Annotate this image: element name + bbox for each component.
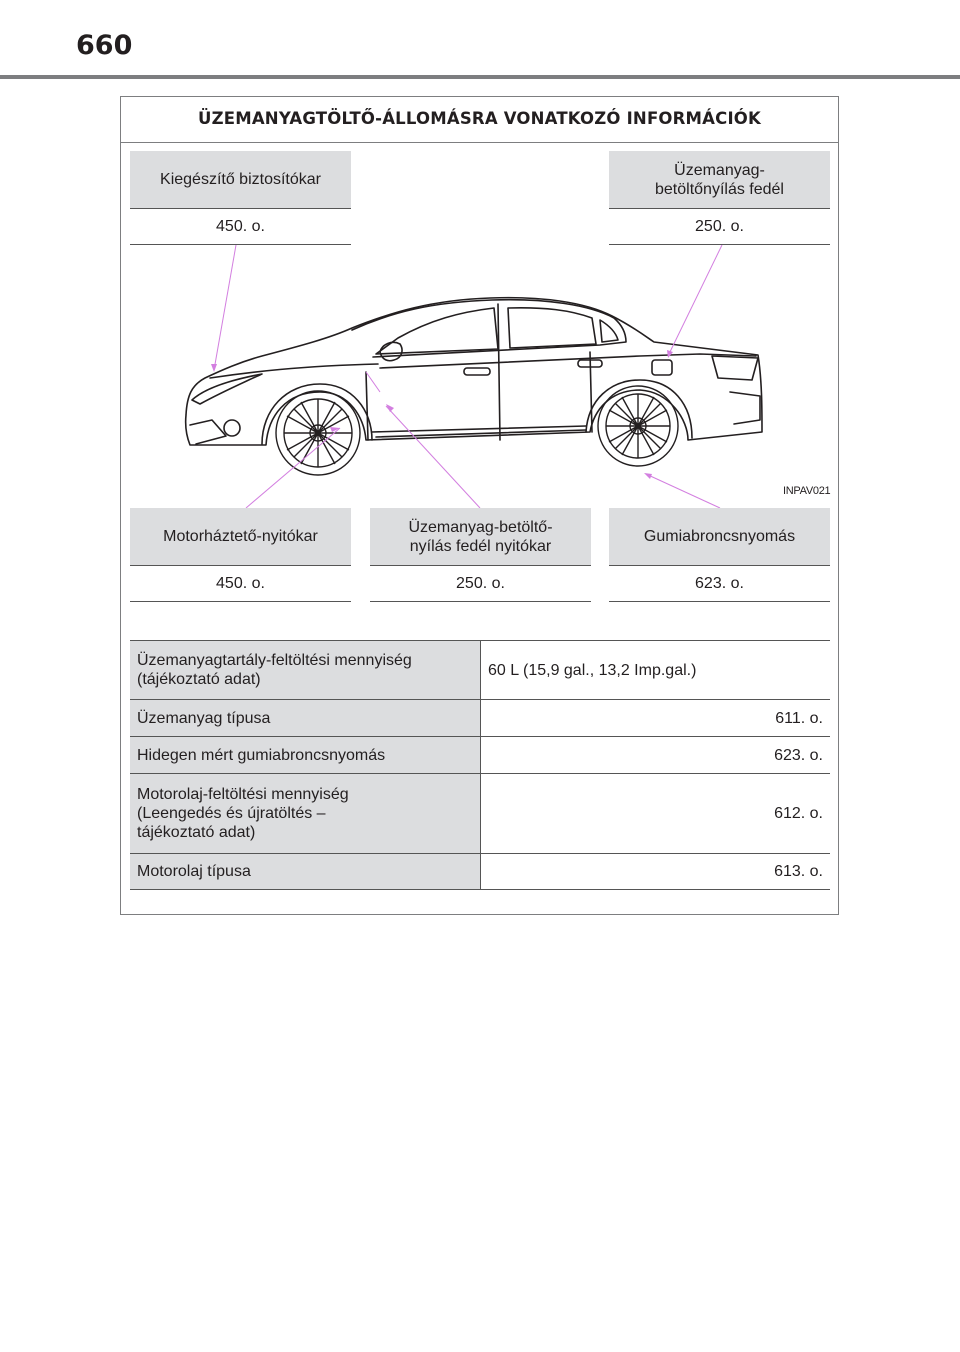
row-value: 612. o. xyxy=(481,774,831,854)
callout-page: 450. o. xyxy=(130,209,351,245)
row-key: Üzemanyagtartály-feltöltési mennyiség (tájékoztató adat) xyxy=(130,641,481,700)
callout-fuel-door xyxy=(609,151,830,245)
callout-page: 450. o. xyxy=(130,566,351,602)
callout-fuel-door-opener xyxy=(370,508,591,602)
row-value: 611. o. xyxy=(481,700,831,737)
callout-page: 250. o. xyxy=(609,209,830,245)
row-key: Üzemanyag típusa xyxy=(130,700,481,737)
table-row xyxy=(130,641,830,700)
row-value: 623. o. xyxy=(481,737,831,774)
table-row xyxy=(130,700,830,737)
callout-label: Kiegészítő biztosítókar xyxy=(130,151,351,209)
figure-code: INPAV021 xyxy=(783,485,831,497)
callout-label: Üzemanyag-betöltő- nyílás fedél nyitókar xyxy=(370,508,591,566)
callout-label: Üzemanyag- betöltőnyílás fedél xyxy=(609,151,830,209)
info-table xyxy=(130,640,830,890)
callout-tire-pressure xyxy=(609,508,830,602)
section-title: ÜZEMANYAGTÖLTŐ-ÁLLOMÁSRA VONATKOZÓ INFORMÁCIÓK xyxy=(121,97,838,143)
row-value: 613. o. xyxy=(481,854,831,890)
table-row xyxy=(130,854,830,890)
row-key: Motorolaj típusa xyxy=(130,854,481,890)
row-key: Motorolaj-feltöltési mennyiség (Leengedés és újratöltés – tájékoztató adat) xyxy=(130,774,481,854)
callout-label: Gumiabroncsnyomás xyxy=(609,508,830,566)
callout-page: 623. o. xyxy=(609,566,830,602)
callout-hood-release xyxy=(130,508,351,602)
table-row xyxy=(130,737,830,774)
callout-label: Motorháztető-nyitókar xyxy=(130,508,351,566)
callout-page: 250. o. xyxy=(370,566,591,602)
table-row xyxy=(130,774,830,854)
row-key: Hidegen mért gumiabroncsnyomás xyxy=(130,737,481,774)
page-number: 660 xyxy=(76,30,133,61)
row-value: 60 L (15,9 gal., 13,2 Imp.gal.) xyxy=(481,641,831,700)
callout-auxiliary-catch xyxy=(130,151,351,245)
